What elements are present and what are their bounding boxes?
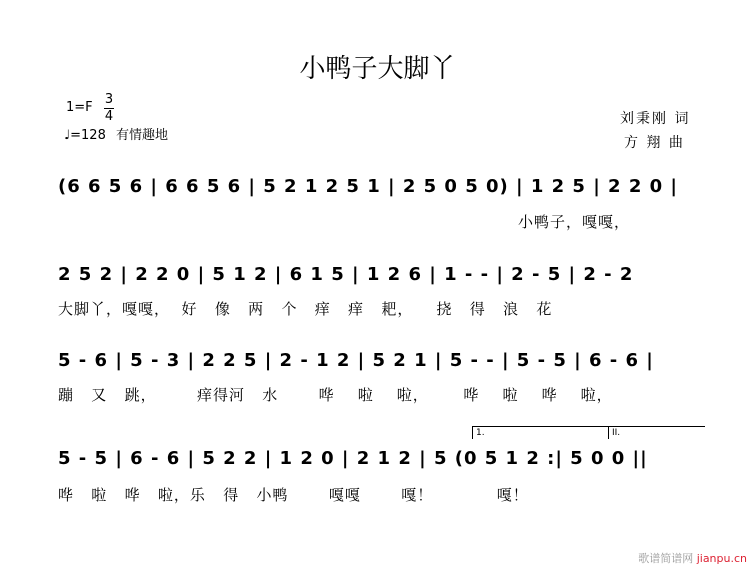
time-sig-top: 3 xyxy=(104,92,114,107)
tempo-marking xyxy=(64,124,168,143)
row-2-notes: 2 5 2 | 2 2 0 | 5 1 2 | 6 1 5 | 1 2 6 | 1 - - | 2 - 5 | 2 - 2 xyxy=(58,264,634,285)
row-3-lyrics: 蹦 又 跳， 痒得河 水 哗 啦 啦， 哗 啦 哗 啦， xyxy=(58,386,613,404)
lyricist-credit: 刘秉刚 词 xyxy=(620,111,691,127)
tempo-value: =128 xyxy=(70,128,106,143)
time-signature xyxy=(104,92,114,124)
row-4-lyrics: 哗 啦 哗 啦，乐 得 小鸭 嘎嘎 嘎！ 嘎！ xyxy=(58,486,529,504)
key-signature: 1=F xyxy=(66,100,93,115)
watermark-text-2: jianpu.cn xyxy=(696,552,747,565)
volta-bracket-2 xyxy=(608,426,705,439)
page-title: 小鸭子大脚丫 xyxy=(299,54,456,84)
volta-bracket-1 xyxy=(472,426,609,439)
row-2-lyrics: 大脚丫，嘎嘎， 好 像 两 个 痒 痒 耙， 挠 得 浪 花 xyxy=(58,300,553,318)
row-2-lyric-line xyxy=(58,298,718,318)
time-sig-bottom: 4 xyxy=(104,109,114,124)
row-1-lyric-line xyxy=(518,211,718,231)
watermark-text-1: 歌谱简谱网 xyxy=(638,552,694,565)
watermark xyxy=(638,550,747,566)
composer-credit: 方 翔 曲 xyxy=(624,135,685,151)
row-4-notes: 5 - 5 | 6 - 6 | 5 2 2 | 1 2 0 | 2 1 2 | 5 (0 5 1 2 :| 5 0 0 || xyxy=(58,448,648,469)
expression-text: 有情趣地 xyxy=(116,128,169,143)
quarter-note-icon: ♩ xyxy=(64,128,71,143)
row-4-lyric-line xyxy=(58,484,718,504)
volta-2-label: II. xyxy=(612,428,621,438)
volta-1-label: 1. xyxy=(476,428,485,438)
row-3-lyric-line xyxy=(58,384,718,404)
row-1-notes: (6 6 5 6 | 6 6 5 6 | 5 2 1 2 5 1 | 2 5 0 5 0) | 1 2 5 | 2 2 0 | xyxy=(58,176,679,197)
row-3-notes: 5 - 6 | 5 - 3 | 2 2 5 | 2 - 1 2 | 5 2 1 | 5 - - | 5 - 5 | 6 - 6 | xyxy=(58,350,654,371)
row-1-lyrics: 小鸭子，嘎嘎， xyxy=(518,213,631,231)
